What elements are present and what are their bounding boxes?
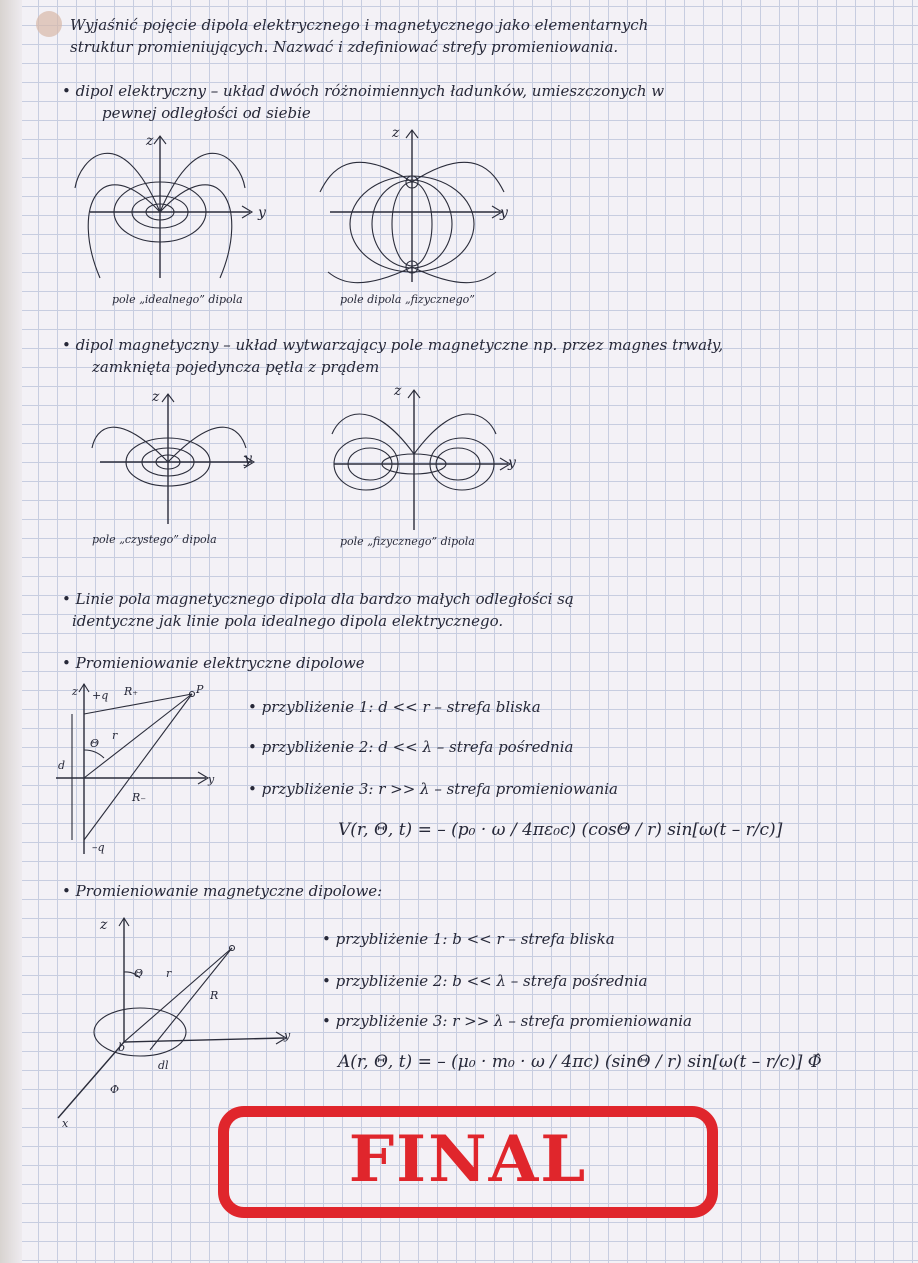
- margin-mark: [36, 11, 62, 37]
- vector-r: [84, 694, 192, 778]
- physical-electric-dipole-field-figure: [320, 122, 520, 292]
- electric-radiation-title: • Promieniowanie elektryczne dipolowe: [62, 654, 365, 672]
- magnetic-radiation-diagram: [50, 912, 310, 1132]
- figure-caption: pole dipola „fizycznego”: [340, 293, 475, 306]
- diagram-label: y: [208, 773, 215, 786]
- diagram-label: d: [58, 759, 66, 772]
- figure-caption: pole „czystego” dipola: [92, 533, 217, 546]
- diagram-label: r: [166, 967, 172, 980]
- diagram-label: +q: [92, 689, 109, 702]
- diagram-label: Φ: [110, 1083, 120, 1096]
- electric-dipole-definition-2: pewnej odległości od siebie: [102, 104, 311, 122]
- vector-big-r: [150, 948, 232, 1050]
- diagram-label: Θ: [90, 737, 100, 750]
- field-line: [412, 267, 496, 283]
- theta-arc: [84, 750, 104, 758]
- diagram-label: x: [62, 1117, 69, 1130]
- note-line-1: • Linie pola magnetycznego dipola dla bardzo małych odległości są: [62, 590, 574, 608]
- approximation-3: • przybliżenie 3: r >> λ – strefa promieniowania: [322, 1012, 693, 1030]
- electric-dipole-definition-1: • dipol elektryczny – układ dwóch różnoimiennych ładunków, umieszczonych w: [62, 82, 665, 100]
- figure-caption: pole „fizycznego” dipola: [340, 535, 475, 548]
- axis-label-z: z: [152, 389, 160, 405]
- pure-magnetic-dipole-field-figure: [96, 388, 266, 528]
- diagram-label: r: [112, 729, 118, 742]
- magnetic-dipole-definition-2: zamknięta pojedyncza pętla z prądem: [92, 358, 380, 376]
- axis-label-z: z: [394, 383, 402, 399]
- field-line: [168, 427, 246, 462]
- diagram-label: z: [72, 685, 78, 698]
- current-loop: [94, 1008, 186, 1056]
- note-line-2: identyczne jak linie pola idealnego dipola elektrycznego.: [72, 612, 504, 630]
- approximation-3: • przybliżenie 3: r >> λ – strefa promieniowania: [248, 780, 619, 798]
- y-axis: [124, 1038, 284, 1042]
- x-axis: [58, 1042, 124, 1118]
- diagram-label: P: [196, 683, 204, 696]
- axis-label-y: y: [500, 205, 508, 221]
- approximation-1: • przybliżenie 1: b << r – strefa bliska: [322, 930, 615, 948]
- approximation-2: • przybliżenie 2: b << λ – strefa pośrednia: [322, 972, 648, 990]
- diagram-label: dl: [158, 1059, 169, 1072]
- ideal-electric-dipole-field-figure: [80, 128, 280, 288]
- diagram-label: b: [118, 1041, 126, 1054]
- vector-potential-formula: A(r, Θ, t) = – (μ₀ · m₀ · ω / 4πc) (sinΘ / r) sin[ω(t – r/c)] Φ̂: [338, 1052, 822, 1072]
- diagram-label: R₋: [132, 791, 147, 804]
- diagram-label: –q: [92, 841, 105, 854]
- heading-line-1: Wyjaśnić pojęcie dipola elektrycznego i magnetycznego jako elementarnych: [70, 16, 649, 34]
- notebook-binding: [0, 0, 22, 1263]
- approximation-2: • przybliżenie 2: d << λ – strefa pośrednia: [248, 738, 574, 756]
- electric-potential-formula: V(r, Θ, t) = – (p₀ · ω / 4πε₀c) (cosΘ / r) sin[ω(t – r/c)]: [338, 820, 783, 840]
- electric-radiation-diagram: [56, 680, 216, 860]
- magnetic-radiation-title: • Promieniowanie magnetyczne dipolowe:: [62, 882, 383, 900]
- diagram-label: z: [100, 917, 108, 933]
- diagram-label: Θ: [134, 967, 144, 980]
- field-line: [328, 267, 412, 283]
- diagram-label: y: [284, 1029, 291, 1042]
- heading-line-2: struktur promieniujących. Nazwać i zdefiniować strefy promieniowania.: [70, 38, 619, 56]
- magnetic-dipole-definition-1: • dipol magnetyczny – układ wytwarzający pole magnetyczne np. przez magnes trwały,: [62, 336, 724, 354]
- field-line: [92, 427, 168, 462]
- vector-r-minus: [84, 694, 192, 840]
- approximation-1: • przybliżenie 1: d << r – strefa bliska: [248, 698, 541, 716]
- axis-label-y: y: [244, 451, 252, 467]
- diagram-label: R₊: [124, 685, 139, 698]
- axis-label-z: z: [146, 133, 154, 149]
- axis-label-y: y: [508, 455, 516, 471]
- axis-label-z: z: [392, 125, 400, 141]
- final-stamp-text: FINAL: [348, 1122, 588, 1197]
- figure-caption: pole „idealnego” dipola: [112, 293, 243, 306]
- physical-magnetic-dipole-field-figure: [330, 384, 520, 534]
- diagram-label: R: [210, 989, 219, 1002]
- axis-label-y: y: [258, 205, 266, 221]
